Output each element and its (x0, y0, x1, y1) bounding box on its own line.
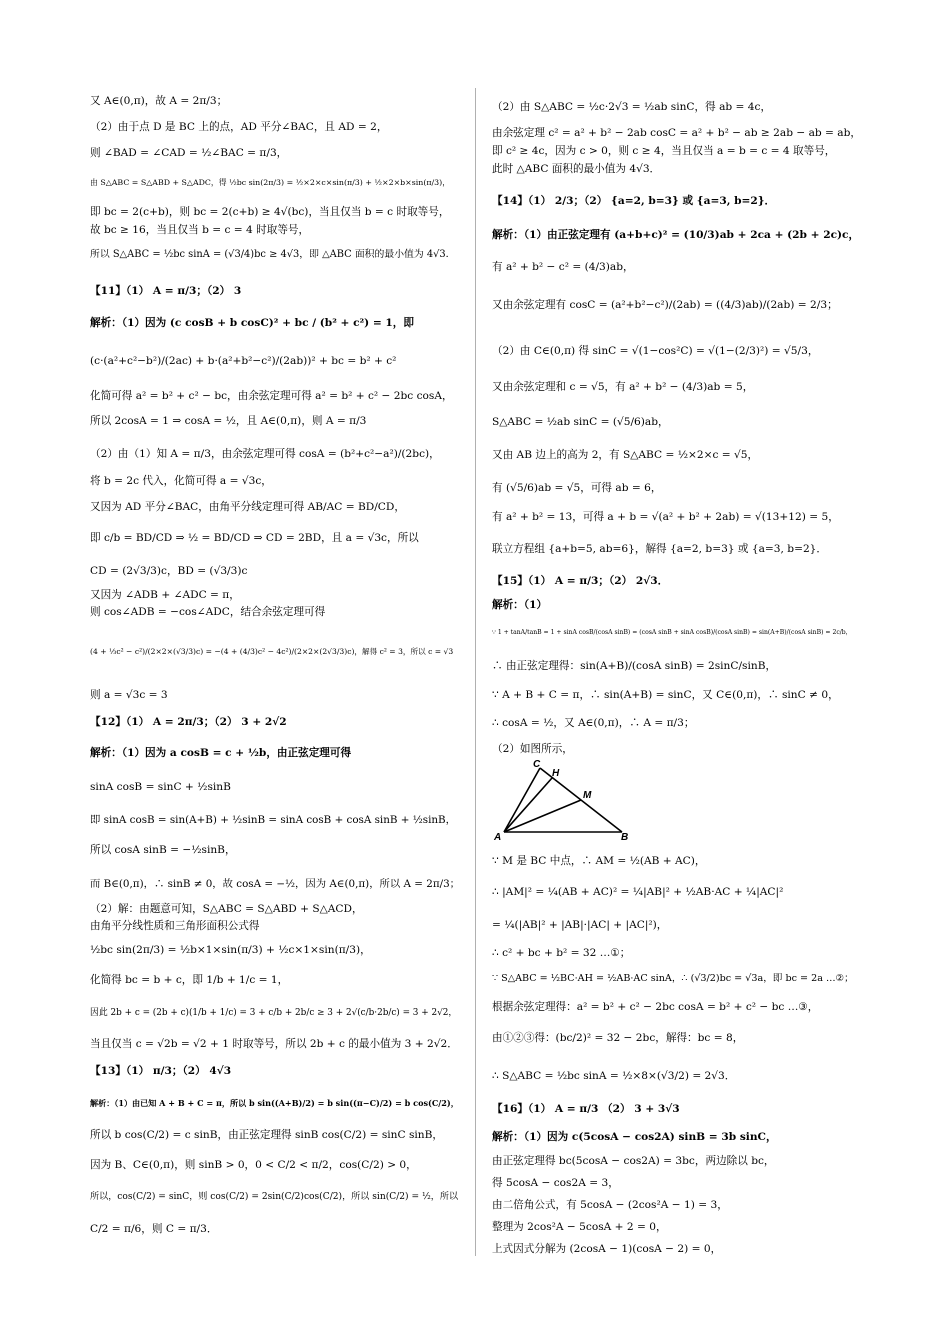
text-line: S△ABC = ½ab sinC = (√5/6)ab， (492, 416, 669, 428)
text-line: ∴ cosA = ½，又 A∈(0,π)，∴ A = π/3； (492, 717, 695, 729)
text-line: ∴ c² + bc + b² = 32 …①； (492, 947, 631, 959)
text-line: 所以 cosA sinB = −½sinB， (90, 844, 236, 856)
text-line: 而 B∈(0,π)，∴ sinB ≠ 0，故 cosA = −½，因为 A∈(0,π)，所以 A = 2π/3； (90, 878, 460, 890)
text-line: 有 (√5/6)ab = √5，可得 ab = 6， (492, 482, 662, 494)
text-line: 化简得 bc = b + c，即 1/b + 1/c = 1， (90, 974, 289, 986)
answer-header-12: 【12】（1） A = 2π/3；（2） 3 + 2√2 (90, 716, 287, 728)
text-line: 即 sinA cosB = sin(A+B) + ½sinB = sinA cosB + cosA sinB + ½sinB， (90, 814, 456, 826)
text-line: ∵ S△ABC = ½BC·AH = ½AB·AC sinA，∴ (√3/2)bc = √3a，即 bc = 2a …②； (492, 973, 854, 984)
text-line: 解析：（1）由正弦定理有 (a+b+c)² = (10/3)ab + 2ca + (2b + 2c)c， (492, 229, 860, 241)
text-line: 解析：（1）因为 a cosB = c + ½b，由正弦定理可得 (90, 747, 352, 759)
text-line: 整理为 2cos²A − 5cosA + 2 = 0， (492, 1221, 667, 1233)
text-line: （2）由 S△ABC = ½c·2√3 = ½ab sinC，得 ab = 4c， (492, 101, 772, 113)
text-line: ∵ 1 + tanA/tanB = 1 + sinA cosB/(cosA sinB) = (cosA sinB + sinA cosB)/(cosA sinB) = sin(A+B)/(cosA sinB) = 2c/b， (492, 629, 852, 636)
triangle-figure (492, 760, 632, 842)
text-line: ∴ |AM|² = ¼(AB + AC)² = ¼|AB|² + ½AB·AC + ¼|AC|² (492, 886, 784, 898)
answer-header-16: 【16】（1） A = π/3 （2） 3 + 3√3 (492, 1103, 680, 1115)
text-line: ∵ M 是 BC 中点，∴ AM = ½(AB + AC)， (492, 855, 706, 867)
text-line: 化简可得 a² = b² + c² − bc，由余弦定理可得 a² = b² + c² − 2bc cosA， (90, 390, 453, 402)
text-line: 即 c/b = BD/CD ⇒ ½ = BD/CD ⇒ CD = 2BD，且 a = √3c，所以 (90, 532, 419, 544)
answer-header-11: 【11】（1） A = π/3；（2） 3 (90, 285, 242, 297)
text-line: 又由余弦定理和 c = √5，有 a² + b² − (4/3)ab = 5， (492, 381, 754, 393)
text-line: （2）解：由题意可知，S△ABC = S△ABD + S△ACD， (90, 903, 363, 915)
text-line: 有 a² + b² = 13，可得 a + b = √(a² + b² + 2ab) = √(13+12) = 5， (492, 511, 839, 523)
text-line: 所以，cos(C/2) = sinC，则 cos(C/2) = 2sin(C/2)cos(C/2)，所以 sin(C/2) = ½，所以 (90, 1192, 459, 1202)
text-line: ∴ 由正弦定理得：sin(A+B)/(cosA sinB) = 2sinC/sinB， (492, 660, 777, 672)
text-line: (4 + ⅓c² − c²)/(2×2×(√3/3)c) = −(4 + (4/3)c² − 4c²)/(2×2×(2√3/3)c)，解得 c² = 3，所以 c = √3 (90, 647, 454, 656)
text-line: 将 b = 2c 代入，化简可得 a = √3c， (90, 475, 272, 487)
text-line: 上式因式分解为 (2cosA − 1)(cosA − 2) = 0， (492, 1243, 722, 1255)
column-divider (475, 88, 476, 1256)
text-line: 所以 b cos(C/2) = c sinB，由正弦定理得 sinB cos(C/2) = sinC sinB， (90, 1129, 443, 1141)
text-line: sinA cosB = sinC + ½sinB (90, 781, 231, 793)
text-line: 由角平分线性质和三角形面积公式得 (90, 920, 260, 932)
label-c: C (533, 760, 541, 770)
text-line: 又 A∈(0,π)，故 A = 2π/3； (90, 95, 228, 107)
text-line: ∴ S△ABC = ½bc sinA = ½×8×(√3/2) = 2√3． (492, 1070, 736, 1082)
label-h: H (552, 768, 560, 779)
left-column (90, 90, 460, 1260)
label-a: A (494, 832, 502, 842)
text-line: 得 5cosA − cos2A = 3， (492, 1177, 619, 1189)
text-line: 由正弦定理得 bc(5cosA − cos2A) = 3bc，两边除以 bc， (492, 1155, 775, 1167)
right-column (492, 90, 862, 1260)
text-line: 由①②③得：(bc/2)² = 32 − 2bc，解得：bc = 8， (492, 1032, 744, 1044)
label-b: B (621, 832, 629, 842)
side-ac (504, 768, 540, 832)
median-am (504, 800, 581, 832)
text-line: 即 bc = 2(c+b)，则 bc = 2(c+b) ≥ 4√(bc)，当且仅当 b = c 时取等号， (90, 206, 450, 218)
answer-header-14: 【14】（1） 2/3；（2） {a=2, b=3} 或 {a=3, b=2}． (492, 195, 776, 207)
text-line: （2）如图所示， (492, 743, 573, 755)
text-line: 有 a² + b² − c² = (4/3)ab， (492, 261, 634, 273)
text-line: （2）由 C∈(0,π) 得 sinC = √(1−cos²C) = √(1−(2/3)²) = √5/3， (492, 345, 819, 357)
text-line: 所以 S△ABC = ½bc sinA = (√3/4)bc ≥ 4√3，即 △ABC 面积的最小值为 4√3． (90, 249, 456, 260)
label-m: M (583, 790, 592, 801)
text-line: 即 c² ≥ 4c，因为 c > 0，则 c ≥ 4，当且仅当 a = b = c = 4 取等号， (492, 145, 836, 157)
text-line: 又由余弦定理有 cosC = (a²+b²−c²)/(2ab) = ((4/3)ab)/(2ab) = 2/3； (492, 299, 838, 311)
text-line: 则 cos∠ADB = −cos∠ADC，结合余弦定理可得 (90, 606, 326, 618)
text-line: 又因为 ∠ADB + ∠ADC = π， (90, 589, 240, 601)
text-line: 当且仅当 c = √2b = √2 + 1 时取等号，所以 2b + c 的最小值为 3 + 2√2． (90, 1038, 458, 1050)
text-line: 联立方程组 {a+b=5, ab=6}，解得 {a=2, b=3} 或 {a=3, b=2}． (492, 543, 828, 555)
text-line: 由二倍角公式，有 5cosA − (2cos²A − 1) = 3， (492, 1199, 728, 1211)
answer-header-15: 【15】（1） A = π/3；（2） 2√3． (492, 575, 669, 587)
text-line: 解析：（1）因为 (c cosB + b cosC)² + bc / (b² + c²) = 1，即 (90, 317, 414, 329)
text-line: C/2 = π/6，则 C = π/3． (90, 1223, 218, 1235)
text-line: 由余弦定理 c² = a² + b² − 2ab cosC = a² + b² − ab ≥ 2ab − ab = ab， (492, 127, 861, 139)
text-line: 此时 △ABC 面积的最小值为 4√3． (492, 163, 661, 175)
text-line: 则 a = √3c = 3 (90, 689, 168, 701)
text-line: CD = (2√3/3)c，BD = (√3/3)c (90, 565, 248, 577)
text-line: （2）由（1）知 A = π/3，由余弦定理可得 cosA = (b²+c²−a²)/(2bc)， (90, 448, 440, 460)
text-line: 所以 2cosA = 1 ⇒ cosA = ½，且 A∈(0,π)，则 A = π/3 (90, 415, 367, 427)
text-line: 则 ∠BAD = ∠CAD = ½∠BAC = π/3， (90, 147, 288, 159)
text-line: 故 bc ≥ 16，当且仅当 b = c = 4 时取等号， (90, 224, 310, 236)
text-line: 因此 2b + c = (2b + c)(1/b + 1/c) = 3 + c/b + 2b/c ≥ 3 + 2√(c/b·2b/c) = 3 + 2√2， (90, 1008, 458, 1018)
text-line: ½bc sin(2π/3) = ½b×1×sin(π/3) + ½c×1×sin(π/3)， (90, 944, 371, 956)
text-line: 解析：（1）因为 c(5cosA − cos2A) sinB = 3b sinC， (492, 1131, 777, 1143)
text-line: 又由 AB 边上的高为 2，有 S△ABC = ½×2×c = √5， (492, 449, 759, 461)
text-line: 因为 B、C∈(0,π)，则 sinB > 0，0 < C/2 < π/2，cos(C/2) > 0， (90, 1159, 417, 1171)
altitude-ah (504, 778, 552, 832)
text-line: = ¼(|AB|² + |AB|·|AC| + |AC|²)， (492, 919, 668, 931)
text-line: 解析：（1）由已知 A + B + C = π，所以 b sin((A+B)/2) = b sin((π−C)/2) = b cos(C/2)， (90, 1098, 459, 1108)
text-line: （2）由于点 D 是 BC 上的点，AD 平分∠BAC，且 AD = 2， (90, 121, 388, 133)
answer-header-13: 【13】（1） π/3；（2） 4√3 (90, 1065, 232, 1077)
text-line: 又因为 AD 平分∠BAC，由角平分线定理可得 AB/AC = BD/CD， (90, 501, 405, 513)
text-line: 由 S△ABC = S△ABD + S△ADC，得 ½bc sin(2π/3) = ½×2×c×sin(π/3) + ½×2×b×sin(π/3)， (90, 178, 451, 187)
text-line: 解析：（1） (492, 599, 548, 611)
text-line: ∵ A + B + C = π，∴ sin(A+B) = sinC，又 C∈(0,π)，∴ sinC ≠ 0， (492, 689, 839, 701)
text-line: 根据余弦定理得：a² = b² + c² − 2bc cosA = b² + c² − bc …③， (492, 1001, 819, 1013)
text-line: (c·(a²+c²−b²)/(2ac) + b·(a²+b²−c²)/(2ab))² + bc = b² + c² (90, 355, 397, 367)
